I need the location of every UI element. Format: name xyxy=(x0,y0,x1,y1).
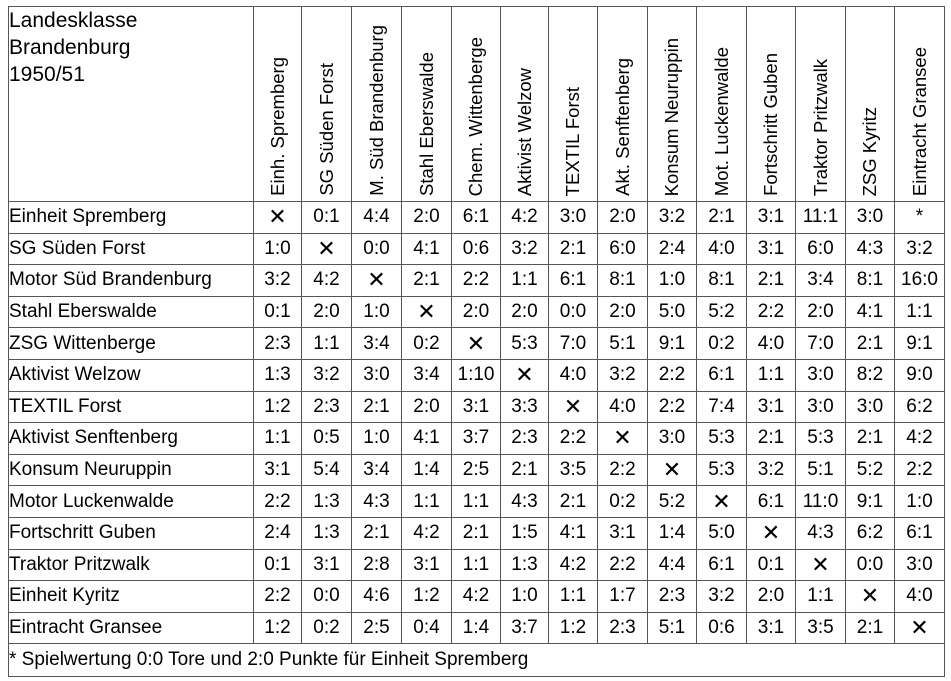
match-result: 3:7 xyxy=(452,423,501,455)
table-row xyxy=(9,581,945,613)
match-result: 3:1 xyxy=(302,549,352,581)
match-result: 3:0 xyxy=(846,202,895,234)
table-row xyxy=(9,391,945,423)
column-header-label: TEXTIL Forst xyxy=(562,86,583,196)
match-result: 6:1 xyxy=(747,486,796,518)
match-result: 6:1 xyxy=(452,202,501,234)
table-row xyxy=(9,265,945,297)
match-result: 2:1 xyxy=(549,486,598,518)
match-result: 7:4 xyxy=(697,391,747,423)
self-match-mark: ✕ xyxy=(549,391,598,423)
match-result: 5:3 xyxy=(697,454,747,486)
self-match-mark: ✕ xyxy=(452,328,501,360)
match-result: 1:1 xyxy=(895,296,945,328)
column-header xyxy=(846,7,895,202)
team-name: Fortschritt Guben xyxy=(9,517,254,549)
table-row xyxy=(9,549,945,581)
match-result: 2:3 xyxy=(598,612,648,644)
column-header xyxy=(648,7,697,202)
results-table xyxy=(8,6,945,677)
match-result: 0:1 xyxy=(747,549,796,581)
match-result: 2:1 xyxy=(501,454,549,486)
column-header-label: Stahl Eberswalde xyxy=(415,52,437,196)
team-name: Aktivist Senftenberg xyxy=(9,423,254,455)
match-result: 2:0 xyxy=(302,296,352,328)
match-result: 7:0 xyxy=(549,328,598,360)
match-result: 2:2 xyxy=(648,391,697,423)
match-result: 3:1 xyxy=(747,612,796,644)
table-row xyxy=(9,359,945,391)
match-result: 3:1 xyxy=(452,391,501,423)
table-row xyxy=(9,486,945,518)
match-result: 3:1 xyxy=(747,391,796,423)
match-result: 2:5 xyxy=(352,612,402,644)
column-header-label: Akt. Senftenberg xyxy=(611,58,633,196)
match-result: 4:3 xyxy=(796,517,846,549)
match-result: 1:2 xyxy=(402,581,452,613)
match-result: 1:0 xyxy=(352,423,402,455)
match-result: 2:2 xyxy=(747,296,796,328)
match-result: 2:4 xyxy=(648,233,697,265)
match-result: 3:1 xyxy=(402,549,452,581)
self-match-mark: ✕ xyxy=(352,265,402,297)
match-result: 2:0 xyxy=(402,202,452,234)
team-name: ZSG Wittenberge xyxy=(9,328,254,360)
column-header xyxy=(549,7,598,202)
match-result: 3:7 xyxy=(501,612,549,644)
column-header-label: SG Süden Forst xyxy=(315,63,337,196)
match-result: 2:1 xyxy=(697,202,747,234)
match-result: 1:2 xyxy=(254,391,302,423)
match-result: 3:0 xyxy=(846,391,895,423)
match-result: 5:0 xyxy=(648,296,697,328)
match-result: 1:4 xyxy=(452,612,501,644)
match-result: 5:1 xyxy=(796,454,846,486)
match-result: 3:0 xyxy=(352,359,402,391)
header-row xyxy=(9,7,945,202)
team-name: Eintracht Gransee xyxy=(9,612,254,644)
column-header-label: M. Süd Brandenburg xyxy=(365,25,387,196)
column-header xyxy=(697,7,747,202)
match-result: 1:2 xyxy=(549,612,598,644)
team-name: Traktor Pritzwalk xyxy=(9,549,254,581)
match-result: 1:0 xyxy=(352,296,402,328)
match-result: 4:0 xyxy=(697,233,747,265)
match-result: 8:1 xyxy=(697,265,747,297)
match-result: 3:1 xyxy=(747,202,796,234)
table-row xyxy=(9,423,945,455)
self-match-mark: ✕ xyxy=(697,486,747,518)
match-result: * xyxy=(895,202,945,234)
match-result: 4:0 xyxy=(895,581,945,613)
match-result: 1:0 xyxy=(648,265,697,297)
match-result: 16:0 xyxy=(895,265,945,297)
match-result: 8:1 xyxy=(598,265,648,297)
match-result: 5:3 xyxy=(501,328,549,360)
column-header xyxy=(598,7,648,202)
match-result: 3:0 xyxy=(796,391,846,423)
match-result: 4:2 xyxy=(549,549,598,581)
match-result: 1:7 xyxy=(598,581,648,613)
match-result: 1:5 xyxy=(501,517,549,549)
match-result: 2:5 xyxy=(452,454,501,486)
match-result: 6:1 xyxy=(549,265,598,297)
match-result: 3:2 xyxy=(501,233,549,265)
match-result: 2:1 xyxy=(452,517,501,549)
match-result: 6:2 xyxy=(846,517,895,549)
match-result: 0:6 xyxy=(452,233,501,265)
match-result: 3:1 xyxy=(598,517,648,549)
title-line: Landesklasse xyxy=(9,9,138,32)
match-result: 0:0 xyxy=(846,549,895,581)
title-line: 1950/51 xyxy=(9,63,85,86)
match-result: 3:1 xyxy=(254,454,302,486)
team-name: Konsum Neuruppin xyxy=(9,454,254,486)
column-header xyxy=(402,7,452,202)
match-result: 5:1 xyxy=(598,328,648,360)
match-result: 0:0 xyxy=(549,296,598,328)
match-result: 2:3 xyxy=(501,423,549,455)
match-result: 4:1 xyxy=(402,233,452,265)
team-name: Aktivist Welzow xyxy=(9,359,254,391)
match-result: 2:2 xyxy=(254,486,302,518)
match-result: 0:1 xyxy=(302,202,352,234)
column-header-label: Fortschritt Guben xyxy=(760,53,781,196)
match-result: 1:3 xyxy=(302,517,352,549)
self-match-mark: ✕ xyxy=(796,549,846,581)
column-header xyxy=(452,7,501,202)
match-result: 2:2 xyxy=(549,423,598,455)
match-result: 0:6 xyxy=(697,612,747,644)
match-result: 4:3 xyxy=(501,486,549,518)
match-result: 0:2 xyxy=(598,486,648,518)
match-result: 3:2 xyxy=(254,265,302,297)
match-result: 1:3 xyxy=(302,486,352,518)
match-result: 4:2 xyxy=(402,517,452,549)
match-result: 9:1 xyxy=(846,486,895,518)
match-result: 1:0 xyxy=(501,581,549,613)
match-result: 1:1 xyxy=(452,486,501,518)
match-result: 6:1 xyxy=(697,359,747,391)
match-result: 2:1 xyxy=(352,391,402,423)
column-header-label: Eintracht Gransee xyxy=(908,46,930,196)
match-result: 2:1 xyxy=(747,423,796,455)
match-result: 5:3 xyxy=(796,423,846,455)
match-result: 5:4 xyxy=(302,454,352,486)
match-result: 2:1 xyxy=(549,233,598,265)
match-result: 4:0 xyxy=(549,359,598,391)
match-result: 3:2 xyxy=(697,581,747,613)
match-result: 4:4 xyxy=(352,202,402,234)
match-result: 3:5 xyxy=(549,454,598,486)
column-header-label: Traktor Pritzwalk xyxy=(809,58,831,196)
match-result: 1:1 xyxy=(452,549,501,581)
match-result: 0:0 xyxy=(352,233,402,265)
table-row xyxy=(9,612,945,644)
match-result: 3:1 xyxy=(747,233,796,265)
table-row xyxy=(9,202,945,234)
match-result: 1:4 xyxy=(648,517,697,549)
match-result: 3:4 xyxy=(796,265,846,297)
column-header xyxy=(796,7,846,202)
match-result: 2:3 xyxy=(302,391,352,423)
column-header-label: Aktivist Welzow xyxy=(513,67,535,196)
match-result: 1:1 xyxy=(549,581,598,613)
match-result: 1:3 xyxy=(254,359,302,391)
match-result: 1:0 xyxy=(254,233,302,265)
match-result: 4:2 xyxy=(452,581,501,613)
match-result: 2:0 xyxy=(501,296,549,328)
footnote: * Spielwertung 0:0 Tore und 2:0 Punkte für Einheit Spremberg xyxy=(9,644,945,677)
column-header-label: Mot. Luckenwalde xyxy=(710,46,732,196)
match-result: 5:2 xyxy=(648,486,697,518)
match-result: 5:2 xyxy=(846,454,895,486)
match-result: 1:1 xyxy=(302,328,352,360)
match-result: 3:2 xyxy=(648,202,697,234)
self-match-mark: ✕ xyxy=(648,454,697,486)
match-result: 3:0 xyxy=(796,359,846,391)
match-result: 9:0 xyxy=(895,359,945,391)
match-result: 2:1 xyxy=(846,612,895,644)
match-result: 3:0 xyxy=(549,202,598,234)
match-result: 2:1 xyxy=(846,423,895,455)
match-result: 1:0 xyxy=(895,486,945,518)
team-name: Motor Luckenwalde xyxy=(9,486,254,518)
match-result: 0:5 xyxy=(302,423,352,455)
match-result: 6:1 xyxy=(895,517,945,549)
match-result: 0:2 xyxy=(302,612,352,644)
match-result: 3:2 xyxy=(895,233,945,265)
table-title xyxy=(9,7,254,202)
column-header xyxy=(302,7,352,202)
match-result: 2:1 xyxy=(352,517,402,549)
match-result: 2:4 xyxy=(254,517,302,549)
match-result: 2:0 xyxy=(598,202,648,234)
match-result: 2:1 xyxy=(402,265,452,297)
self-match-mark: ✕ xyxy=(598,423,648,455)
table-row xyxy=(9,233,945,265)
match-result: 3:0 xyxy=(895,549,945,581)
match-result: 1:1 xyxy=(796,581,846,613)
match-result: 1:1 xyxy=(747,359,796,391)
match-result: 2:3 xyxy=(648,581,697,613)
match-result: 3:2 xyxy=(302,359,352,391)
table-row xyxy=(9,454,945,486)
match-result: 4:3 xyxy=(846,233,895,265)
match-result: 3:5 xyxy=(796,612,846,644)
match-result: 2:0 xyxy=(796,296,846,328)
match-result: 3:3 xyxy=(501,391,549,423)
match-result: 4:2 xyxy=(895,423,945,455)
match-result: 5:3 xyxy=(697,423,747,455)
team-name: Einheit Spremberg xyxy=(9,202,254,234)
match-result: 2:0 xyxy=(598,296,648,328)
match-result: 0:2 xyxy=(697,328,747,360)
column-header xyxy=(501,7,549,202)
match-result: 6:0 xyxy=(598,233,648,265)
table-row xyxy=(9,517,945,549)
column-header xyxy=(747,7,796,202)
column-header xyxy=(895,7,945,202)
team-name: Einheit Kyritz xyxy=(9,581,254,613)
column-header xyxy=(352,7,402,202)
match-result: 3:4 xyxy=(352,328,402,360)
match-result: 3:4 xyxy=(402,359,452,391)
column-header-label: Einh. Spremberg xyxy=(266,57,288,196)
match-result: 6:1 xyxy=(697,549,747,581)
match-result: 1:1 xyxy=(501,265,549,297)
match-result: 1:1 xyxy=(402,486,452,518)
match-result: 6:2 xyxy=(895,391,945,423)
column-header xyxy=(254,7,302,202)
match-result: 5:1 xyxy=(648,612,697,644)
match-result: 5:2 xyxy=(697,296,747,328)
title-line: Brandenburg xyxy=(9,36,131,59)
match-result: 4:1 xyxy=(402,423,452,455)
match-result: 4:1 xyxy=(549,517,598,549)
match-result: 3:0 xyxy=(648,423,697,455)
match-result: 6:0 xyxy=(796,233,846,265)
match-result: 8:2 xyxy=(846,359,895,391)
team-name: Stahl Eberswalde xyxy=(9,296,254,328)
match-result: 2:2 xyxy=(452,265,501,297)
match-result: 3:4 xyxy=(352,454,402,486)
match-result: 2:2 xyxy=(254,581,302,613)
match-result: 0:4 xyxy=(402,612,452,644)
team-name: SG Süden Forst xyxy=(9,233,254,265)
table-row xyxy=(9,328,945,360)
match-result: 4:2 xyxy=(501,202,549,234)
match-result: 2:1 xyxy=(747,265,796,297)
self-match-mark: ✕ xyxy=(254,202,302,234)
match-result: 2:0 xyxy=(402,391,452,423)
match-result: 2:2 xyxy=(598,454,648,486)
column-header-label: Chem. Wittenberge xyxy=(465,36,486,196)
team-name: TEXTIL Forst xyxy=(9,391,254,423)
match-result: 2:8 xyxy=(352,549,402,581)
match-result: 1:2 xyxy=(254,612,302,644)
self-match-mark: ✕ xyxy=(846,581,895,613)
match-result: 9:1 xyxy=(648,328,697,360)
match-result: 1:1 xyxy=(254,423,302,455)
team-name: Motor Süd Brandenburg xyxy=(9,265,254,297)
match-result: 4:6 xyxy=(352,581,402,613)
table-row xyxy=(9,296,945,328)
column-header-label: Konsum Neuruppin xyxy=(661,37,682,196)
match-result: 0:1 xyxy=(254,296,302,328)
match-result: 4:0 xyxy=(598,391,648,423)
match-result: 2:2 xyxy=(648,359,697,391)
match-result: 4:0 xyxy=(747,328,796,360)
self-match-mark: ✕ xyxy=(501,359,549,391)
self-match-mark: ✕ xyxy=(402,296,452,328)
match-result: 0:0 xyxy=(302,581,352,613)
self-match-mark: ✕ xyxy=(747,517,796,549)
match-result: 4:4 xyxy=(648,549,697,581)
match-result: 4:3 xyxy=(352,486,402,518)
match-result: 1:10 xyxy=(452,359,501,391)
match-result: 11:0 xyxy=(796,486,846,518)
match-result: 2:3 xyxy=(254,328,302,360)
match-result: 8:1 xyxy=(846,265,895,297)
match-result: 1:4 xyxy=(402,454,452,486)
self-match-mark: ✕ xyxy=(302,233,352,265)
match-result: 2:2 xyxy=(598,549,648,581)
match-result: 0:1 xyxy=(254,549,302,581)
match-result: 9:1 xyxy=(895,328,945,360)
match-result: 4:1 xyxy=(846,296,895,328)
match-result: 1:3 xyxy=(501,549,549,581)
match-result: 2:2 xyxy=(895,454,945,486)
match-result: 0:2 xyxy=(402,328,452,360)
match-result: 3:2 xyxy=(747,454,796,486)
self-match-mark: ✕ xyxy=(895,612,945,644)
match-result: 2:0 xyxy=(747,581,796,613)
match-result: 7:0 xyxy=(796,328,846,360)
column-header-label: ZSG Kyritz xyxy=(859,106,880,196)
match-result: 2:0 xyxy=(452,296,501,328)
match-result: 3:2 xyxy=(598,359,648,391)
match-result: 4:2 xyxy=(302,265,352,297)
match-result: 2:1 xyxy=(846,328,895,360)
match-result: 5:0 xyxy=(697,517,747,549)
match-result: 11:1 xyxy=(796,202,846,234)
